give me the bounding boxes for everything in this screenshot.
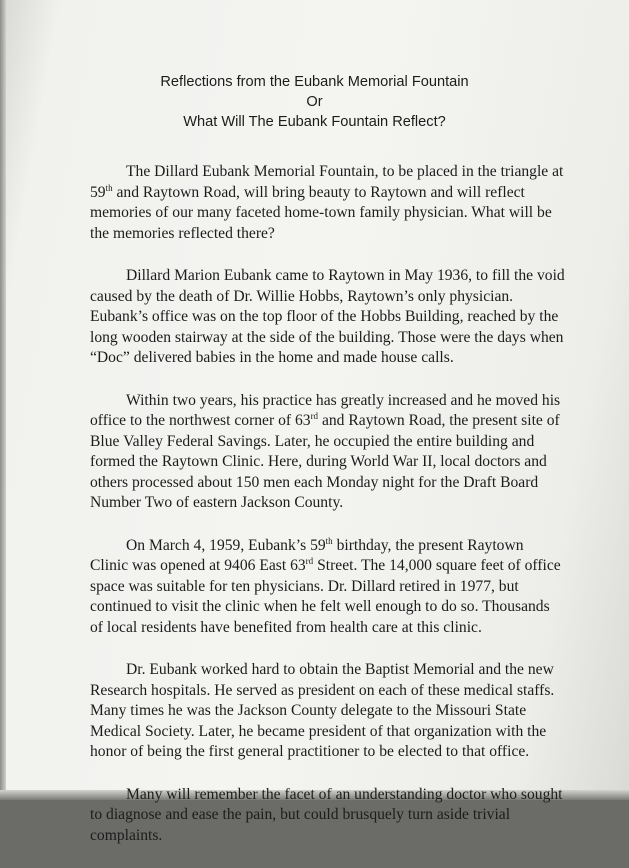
text-segment: Clinic was opened at 9406 East 63 — [90, 557, 306, 574]
document-body — [90, 162, 590, 868]
text-line — [90, 722, 590, 743]
paragraph-1 — [90, 162, 590, 244]
text-line — [90, 266, 590, 287]
ordinal-superscript: rd — [310, 411, 319, 421]
paragraph-4 — [90, 536, 590, 639]
text-segment: others processed about 150 men each Monday night for the Draft Board — [90, 473, 539, 491]
text-line — [90, 785, 590, 806]
text-line — [90, 224, 590, 245]
text-line — [90, 162, 590, 183]
text-line — [90, 742, 590, 763]
text-line — [90, 681, 590, 702]
text-line — [90, 203, 590, 224]
text-line — [90, 577, 590, 598]
text-segment: complaints. — [90, 826, 163, 844]
text-line — [90, 805, 590, 826]
text-line — [90, 556, 590, 577]
ordinal-superscript: rd — [305, 556, 314, 566]
text-segment: honor of being the first general practitioner to be elected to that office. — [90, 743, 530, 760]
paragraph-2 — [90, 266, 590, 369]
text-line — [90, 452, 590, 473]
ordinal-superscript: th — [325, 535, 333, 546]
text-line — [90, 826, 590, 847]
text-line — [90, 493, 590, 514]
text-line — [90, 660, 590, 681]
text-segment: and Raytown Road, will bring beauty to Raytown and will reflect — [112, 183, 525, 201]
text-segment: 59 — [90, 183, 106, 201]
text-line — [90, 473, 590, 494]
text-segment: “Doc” delivered babies in the home and made house calls. — [90, 349, 454, 366]
text-segment: Street. The 14,000 square feet of office — [313, 557, 561, 574]
text-segment: Dr. Eubank worked hard to obtain the Baptist Memorial and the new — [126, 661, 554, 678]
text-segment: caused by the death of Dr. Willie Hobbs, Raytown’s only physician. — [90, 287, 514, 305]
text-segment: continued to visit the clinic when he felt well enough to do so. Thousands — [90, 598, 550, 615]
text-segment: Dillard Marion Eubank came to Raytown in May 1936, to fill the void — [126, 267, 565, 284]
text-segment: space was suitable for ten physicians. Dr. Dillard retired in 1977, but — [90, 577, 519, 595]
text-segment: Number Two of eastern Jackson County. — [90, 494, 344, 511]
text-segment: of local residents have benefited from health care at this clinic. — [90, 618, 482, 636]
text-segment: to diagnose and ease the pain, but could brusquely turn aside trivial — [90, 806, 511, 823]
text-segment: office to the northwest corner of 63 — [90, 412, 311, 429]
text-segment: memories of our many faceted home-town family physician. What will be — [90, 204, 552, 221]
text-segment: long wooden stairway at the side of the building. Those were the days when — [90, 328, 564, 346]
text-line — [90, 328, 590, 349]
text-line — [90, 183, 590, 204]
text-line — [90, 701, 590, 722]
text-segment: Many will remember the facet of an understanding doctor who sought — [126, 785, 563, 803]
text-segment: the memories reflected there? — [90, 224, 275, 242]
text-line — [90, 536, 590, 557]
title-block — [0, 72, 629, 132]
title-line-3: What Will The Eubank Fountain Reflect? — [183, 114, 446, 130]
paragraph-6 — [90, 785, 590, 847]
text-line — [90, 597, 590, 618]
text-segment: On March 4, 1959, Eubank’s 59 — [126, 536, 326, 554]
text-line — [90, 287, 590, 308]
text-segment: Research hospitals. He served as president on each of these medical staffs. — [90, 681, 555, 699]
text-segment: Within two years, his practice has greatly increased and he moved his — [126, 391, 561, 409]
text-segment: The Dillard Eubank Memorial Fountain, to be placed in the triangle at — [126, 163, 564, 180]
text-line — [90, 432, 590, 453]
text-line — [90, 348, 590, 369]
ordinal-superscript: th — [105, 182, 113, 193]
text-line — [90, 618, 590, 639]
text-segment: Medical Society. Later, he became president of that organization with the — [90, 722, 547, 740]
text-segment: and Raytown Road, the present site of — [318, 412, 560, 429]
text-line — [90, 391, 590, 412]
title-line-1: Reflections from the Eubank Memorial Fountain — [160, 74, 469, 90]
paragraph-3 — [90, 391, 590, 514]
paragraph-5 — [90, 660, 590, 763]
text-segment: Many times he was the Jackson County delegate to the Missouri State — [90, 702, 527, 719]
text-segment: Blue Valley Federal Savings. Later, he occupied the entire building and — [90, 432, 535, 450]
text-segment: Eubank’s office was on the top floor of the Hobbs Building, reached by the — [90, 308, 559, 325]
text-line — [90, 411, 590, 432]
text-segment: formed the Raytown Clinic. Here, during World War II, local doctors and — [90, 453, 547, 470]
text-line — [90, 307, 590, 328]
title-line-2: Or — [306, 94, 323, 110]
text-segment: birthday, the present Raytown — [332, 536, 524, 554]
